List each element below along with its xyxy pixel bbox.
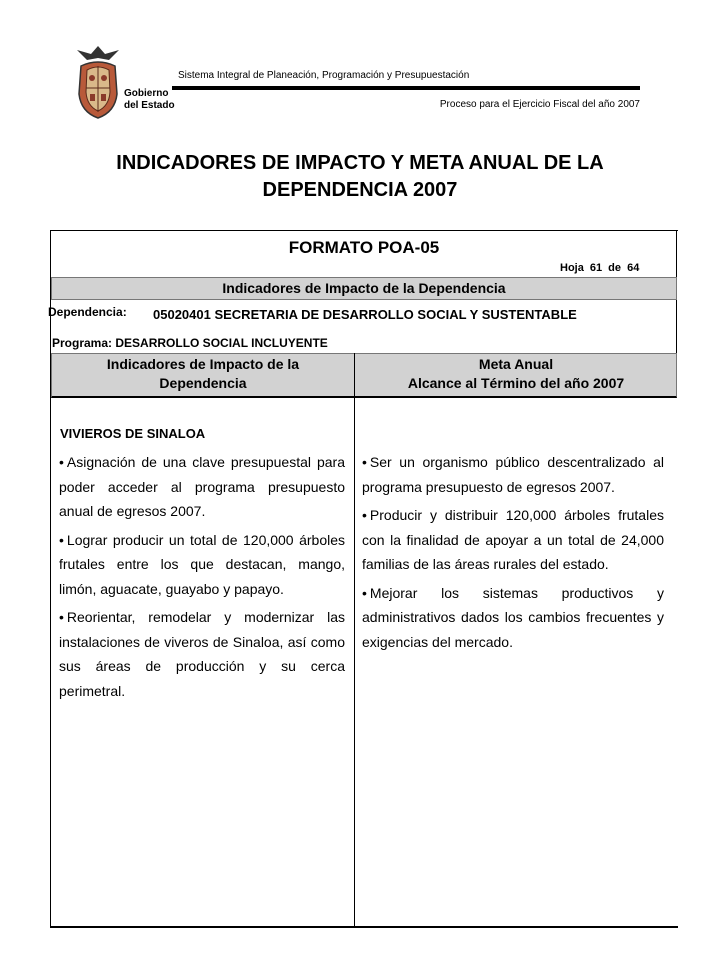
form-code: FORMATO POA-05 <box>288 238 440 257</box>
metas-column <box>362 450 664 658</box>
column-header-meta-line-1: Meta Anual <box>478 356 554 372</box>
programa-label: Programa: DESARROLLO SOCIAL INCLUYENTE <box>52 336 328 350</box>
meta-text: Mejorar los sistemas productivos y administrativos dados los cambios frecuentes y exigencias del mercado. <box>362 584 664 650</box>
frame-top-border <box>50 230 678 231</box>
bullet: • <box>362 584 367 601</box>
column-header-indicadores <box>51 355 355 393</box>
gobierno-label <box>124 88 175 112</box>
frame-left-border <box>50 230 51 928</box>
meta-item <box>362 581 664 655</box>
estado-text: del Estado <box>124 100 175 111</box>
fiscal-process: Proceso para el Ejercicio Fiscal del año 2007 <box>439 99 640 110</box>
column-divider <box>354 353 355 928</box>
column-header-meta-line-2: Alcance al Término del año 2007 <box>407 375 625 391</box>
bullet: • <box>59 609 64 625</box>
sheet-number: Hoja 61 de 64 <box>560 262 640 274</box>
indicador-item <box>59 450 345 524</box>
header-rule <box>172 86 640 90</box>
section-band: Indicadores de Impacto de la Dependencia <box>51 277 677 300</box>
column-header-indicadores-line-2: Dependencia <box>159 375 247 391</box>
indicador-item <box>59 528 345 602</box>
indicador-item <box>59 605 345 703</box>
meta-text: Producir y distribuir 120,000 árboles frutales con la finalidad de apoyar a un total de 24,000 familias de las áreas rurales del estado. <box>362 507 664 572</box>
bullet: • <box>362 454 367 470</box>
meta-item <box>362 450 664 499</box>
page-title-line-1: INDICADORES DE IMPACTO Y META ANUAL DE LA <box>116 152 604 174</box>
meta-text: Ser un organismo público descentralizado al programa presupuesto de egresos 2007. <box>362 454 664 495</box>
page-title-line-2: DEPENDENCIA 2007 <box>262 179 458 201</box>
indicadores-column <box>59 450 345 707</box>
dependencia-value: 05020401 SECRETARIA DE DESARROLLO SOCIAL Y SUSTENTABLE <box>153 307 577 322</box>
indicador-text: Reorientar, remodelar y modernizar las instalaciones de viveros de Sinaloa, así como sus áreas de producción y su cerca perimetral. <box>59 609 345 699</box>
gobierno-text: Gobierno <box>124 88 169 99</box>
indicador-text: Asignación de una clave presupuestal para poder acceder al programa presupuesto anual de egresos 2007. <box>59 454 345 519</box>
indicador-text: Lograr producir un total de 120,000 árboles frutales entre los que destacan, mango, limón, aguacate, guayabo y papayo. <box>59 531 345 597</box>
column-header-meta <box>356 355 676 393</box>
bullet: • <box>362 507 367 523</box>
frame-bottom-border <box>50 926 678 928</box>
meta-item <box>362 503 664 577</box>
bullet: • <box>59 531 64 548</box>
system-name: Sistema Integral de Planeación, Programación y Presupuestación <box>178 70 470 81</box>
state-coat-of-arms-icon <box>75 44 121 120</box>
dependencia-label: Dependencia: <box>48 305 127 319</box>
page-title <box>40 150 680 204</box>
section-title: VIVIEROS DE SINALOA <box>60 426 206 441</box>
bullet: • <box>59 454 64 470</box>
column-header-indicadores-line-1: Indicadores de Impacto de la <box>106 356 300 372</box>
